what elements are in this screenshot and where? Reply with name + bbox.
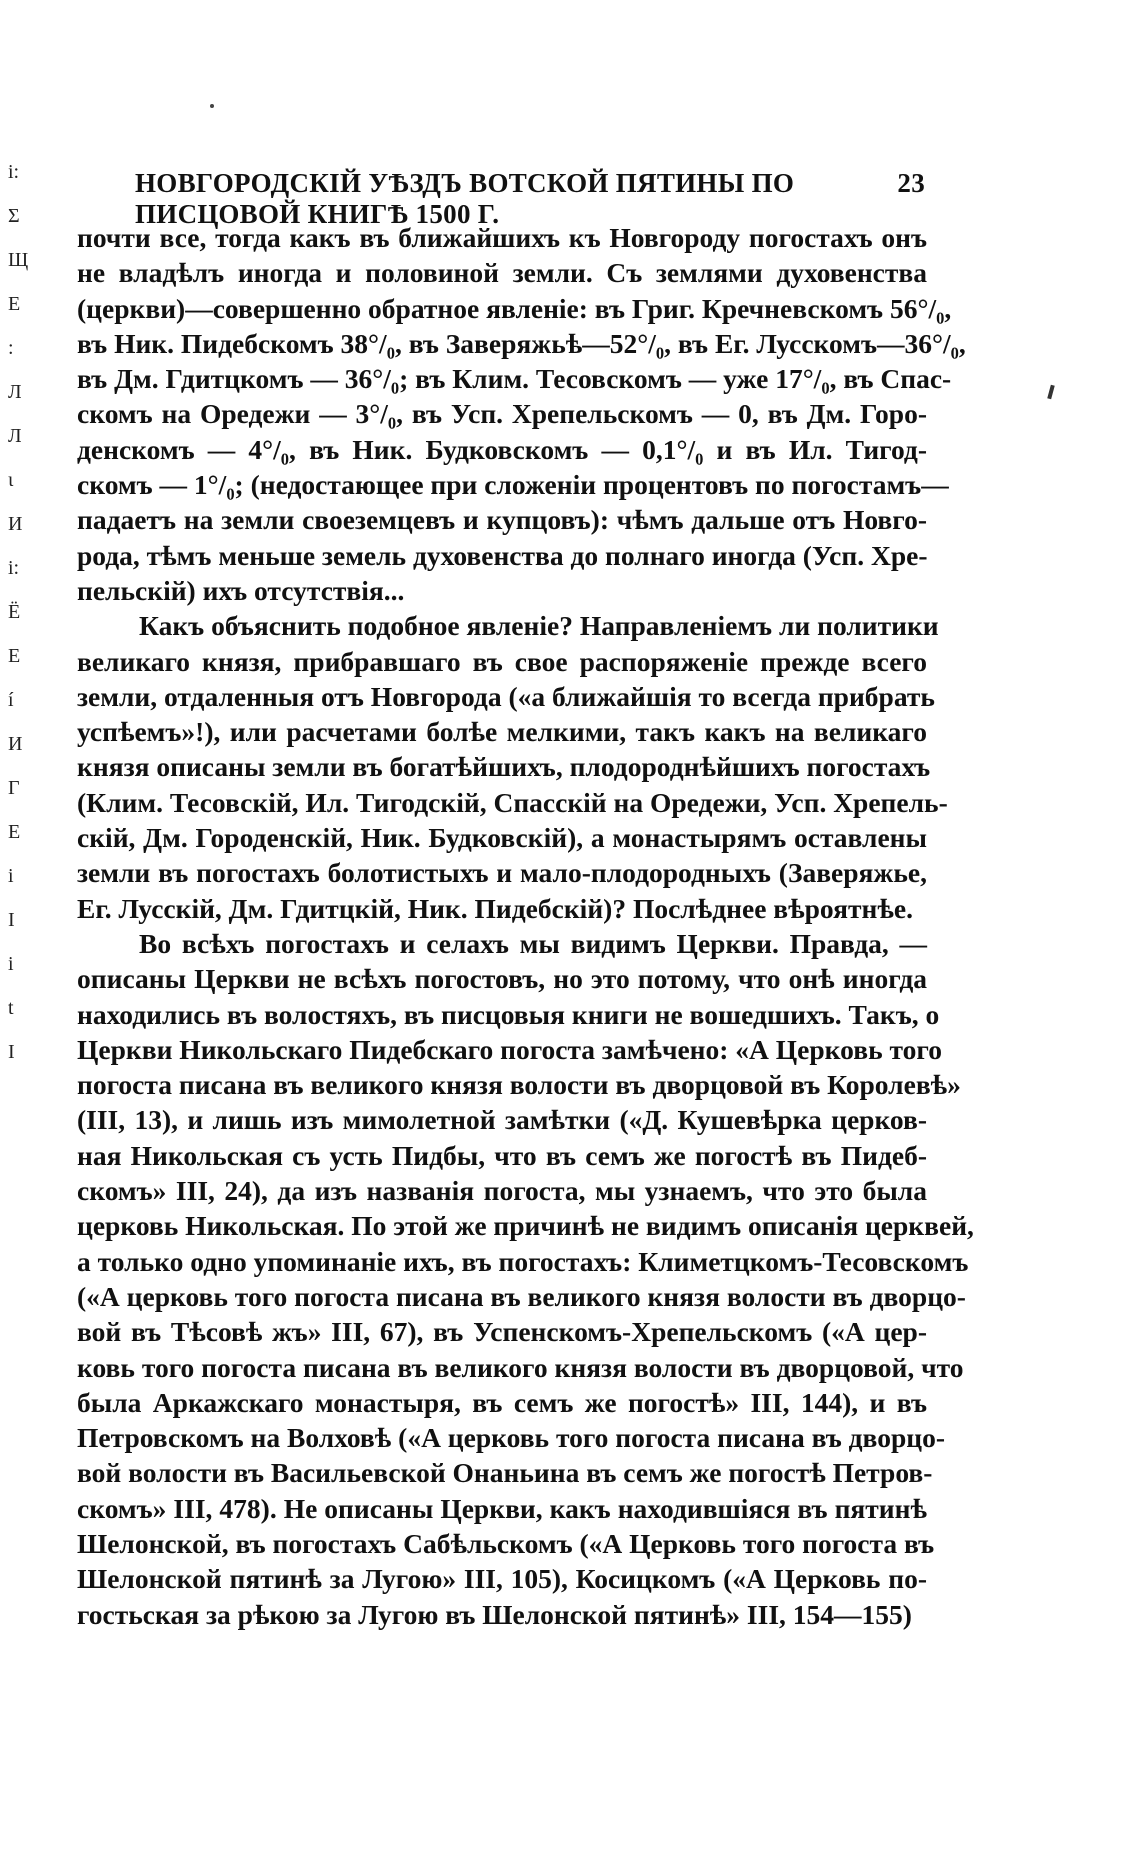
text-line: денскомъ — 4°/₀, въ Ник. Будковскомъ — 0,1°/₀ и въ Ил. Тигод- [77, 433, 927, 465]
text-line: великаго князя, прибравшаго въ свое распоряженіе прежде всего [77, 645, 927, 677]
text-line: («А церковь того погоста писана въ великого князя волости въ дворцо- [77, 1280, 966, 1312]
paragraph [77, 608, 948, 926]
text-line: ковь того погоста писана въ великого князя волости въ дворцовой, что [77, 1351, 964, 1383]
margin-mark: i [8, 865, 14, 887]
margin-mark: í [8, 689, 14, 711]
text-line: въ Дм. Гдитцкомъ — 36°/₀; въ Клим. Тесовскомъ — уже 17°/₀, въ Спас- [77, 363, 952, 395]
text-line: успѣемъ»!), или расчетами болѣе мелкими, такъ какъ на великаго [77, 716, 927, 748]
margin-mark: : [8, 337, 14, 359]
text-line: церковь Никольская. По этой же причинѣ не видимъ описанія церквей, [77, 1210, 974, 1242]
margin-mark: Л [8, 425, 22, 447]
text-line: описаны Церкви не всѣхъ погостовъ, но это потому, что онѣ иногда [77, 963, 927, 995]
text-line: ная Никольская съ усть Пидбы, что въ семъ же погостѣ въ Пидеб- [77, 1139, 927, 1171]
margin-mark: И [8, 733, 23, 755]
text-line: земли въ погостахъ болотистыхъ и мало-плодородныхъ (Заверяжье, [77, 857, 927, 889]
margin-bleed-marks [8, 150, 32, 1074]
text-line: скій, Дм. Городенскій, Ник. Будковскій), а монастырямъ оставлены [77, 822, 927, 854]
margin-mark: Е [8, 293, 21, 315]
text-line: Шелонской, въ погостахъ Сабѣльскомъ («А Церковь того погоста въ [77, 1527, 935, 1559]
text-line: а только одно упоминаніе ихъ, въ погостахъ: Климетцкомъ-Тесовскомъ [77, 1245, 969, 1277]
text-line: почти все, тогда какъ въ ближайшихъ къ Новгороду погостахъ онъ [77, 222, 927, 253]
text-line: Какъ объяснить подобное явленіе? Направленіемъ ли политики [139, 610, 939, 642]
text-line: была Аркажскаго монастыря, въ семъ же погостѣ» III, 144), и въ [77, 1386, 927, 1418]
text-line: скомъ» III, 478). Не описаны Церкви, какъ находившіяся въ пятинѣ [77, 1492, 927, 1524]
body-text [77, 220, 974, 1632]
scan-speck [1047, 385, 1054, 400]
margin-mark: ɩ [8, 469, 14, 491]
margin-mark: Е [8, 645, 21, 667]
margin-mark: Л [8, 381, 22, 403]
margin-mark: Ё [8, 601, 21, 623]
text-line: (III, 13), и лишь изъ мимолетной замѣтки («Д. Кушевѣрка церков- [77, 1104, 927, 1136]
margin-mark: Г [8, 777, 20, 799]
text-line: гостьская за рѣкою за Лугою въ Шелонской пятинѣ» III, 154—155) [77, 1598, 912, 1630]
text-line: (церкви)—совершенно обратное явленіе: въ Григ. Кречневскомъ 56°/₀, [77, 292, 952, 324]
text-line: Шелонской пятинѣ за Лугою» III, 105), Косицкомъ («А Церковь по- [77, 1563, 927, 1595]
text-line: скомъ» III, 24), да изъ названія погоста, мы узнаемъ, что это была [77, 1175, 927, 1207]
text-line: земли, отдаленныя отъ Новгорода («а ближайшія то всегда прибрать [77, 680, 935, 712]
text-line: вой въ Тѣсовѣ жъ» III, 67), въ Успенскомъ-Хрепельскомъ («А цер- [77, 1316, 927, 1348]
text-line: скомъ — 1°/₀; (недостающее при сложеніи процентовъ по погостамъ— [77, 469, 949, 501]
text-line: не владѣлъ иногда и половиной земли. Съ землями духовенства [77, 257, 927, 289]
margin-mark: И [8, 513, 23, 535]
text-line: погоста писана въ великого князя волости въ дворцовой въ Королевѣ» [77, 1069, 961, 1101]
text-line: (Клим. Тесовскій, Ил. Тигодскій, Спасскій на Оредежи, Усп. Хрепель- [77, 786, 948, 818]
text-line: вой волости въ Васильевской Онаньина въ семъ же погостѣ Петров- [77, 1457, 933, 1489]
text-line: Петровскомъ на Волховѣ («А церковь того погоста писана въ дворцо- [77, 1422, 946, 1454]
page-number: 23 [897, 168, 925, 198]
text-line: Церкви Никольскаго Пидебскаго погоста замѣчено: «А Церковь того [77, 1033, 942, 1065]
running-title: НОВГОРОДСКІЙ УѢЗДЪ ВОТСКОЙ ПЯТИНЫ ПО ПИСЦОВОЙ КНИГѢ 1500 Г. [135, 168, 795, 229]
margin-mark: t [8, 997, 14, 1019]
text-line: въ Ник. Пидебскомъ 38°/₀, въ Заверяжьѣ—52°/₀, въ Ег. Лусскомъ—36°/₀, [77, 327, 966, 359]
margin-mark: Е [8, 821, 21, 843]
paragraph [77, 926, 974, 1632]
margin-mark: Σ [8, 205, 20, 227]
text-line: находились въ волостяхъ, въ писцовыя книги не вошедшихъ. Такъ, о [77, 998, 940, 1030]
margin-mark: Щ [8, 249, 29, 271]
text-line: пельскій) ихъ отсутствія... [77, 574, 405, 606]
paragraph [77, 220, 966, 608]
margin-mark: i [8, 953, 14, 975]
text-line: падаетъ на земли своеземцевъ и купцовъ): чѣмъ дальше отъ Новго- [77, 504, 927, 536]
scan-speck [210, 104, 214, 108]
text-line: князя описаны земли въ богатѣйшихъ, плодороднѣйшихъ погостахъ [77, 751, 931, 783]
margin-mark: I [8, 909, 15, 931]
text-line: скомъ на Оредежи — 3°/₀, въ Усп. Хрепельскомъ — 0, въ Дм. Горо- [77, 398, 927, 430]
text-line: Во всѣхъ погостахъ и селахъ мы видимъ Церкви. Правда, — [139, 927, 927, 959]
margin-mark: i: [8, 161, 20, 183]
text-line: рода, тѣмъ меньше земель духовенства до полнаго иногда (Усп. Хре- [77, 539, 928, 571]
margin-mark: I [8, 1041, 15, 1063]
margin-mark: i: [8, 557, 20, 579]
text-line: Ег. Лусскій, Дм. Гдитцкій, Ник. Пидебскій)? Послѣднее вѣроятнѣе. [77, 892, 913, 924]
